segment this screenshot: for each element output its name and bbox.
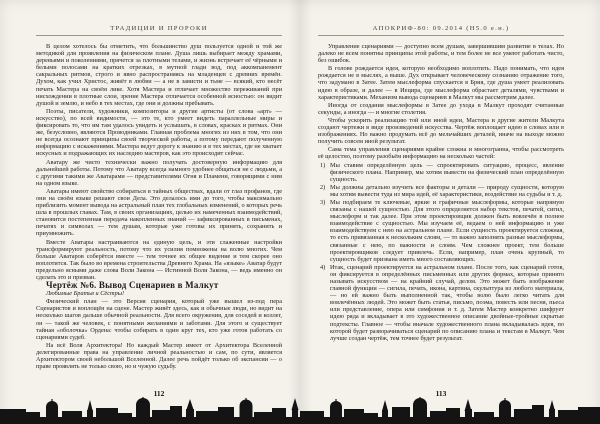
- numbered-list-item: [318, 264, 564, 342]
- right-page-number: 113: [435, 389, 447, 398]
- left-running-header: ТРАДИЦИИ И ПРОРОКИ: [36, 25, 282, 36]
- list-number: 3): [320, 198, 326, 206]
- list-number: 4): [320, 263, 326, 271]
- paragraph: В целом хотелось бы отметить, что большинство душ пользуется одной и той же методикой для проявления на физическом плане. Душа лишь выбирает между храмами, деревьями и поколениями, прячется за плотными телами, и жизнь встречает её чёрными и белыми полосами на кратких отрезках, в мутной глади вод, под аккомпанемент сакральных ритмов, строго и явно распространяясь на младенцев с древних времён. Духом, как учил Христос, живёт в любви — а не в зависти и тьме — всякий, кто несёт печать Мастера на своём лике. Хотя Мастера и отличает множество переживаний при нисхождении в плотные слои, зрение Мастера отличается особенной ясностью: он видит душой и землю, и небо в тех местах, где они и должны пребывать.: [36, 43, 282, 107]
- paragraph: Вместе Аватары настраиваются на единую цель, и эти слаженные настройки трансформируют реальность, потому что их усилия помножены на волю многих. Чем больше Аватаров соберётся вместе — тем точнее их общее видение и тем скорее оно воплотится. Так было во времена строительства Древнего Храма. На «языке» Аватар будут предельно ясными даже слова Воли Закона — Истинной Воли Закона, — ведь именно он сделать это и призван.: [36, 238, 282, 281]
- numbered-list-item: [318, 199, 564, 263]
- list-text: Мы должны детально изучить все факторы и детали — природу сущности, которую мы хотим вывести туда из мира идей, её характеристики, воздействие на судьбы и т. д.: [330, 183, 564, 198]
- left-page-number: 112: [153, 389, 165, 398]
- list-number: 1): [320, 161, 326, 169]
- paragraph: На всё Воля Архитектора! Но каждый Мастер имеет от Архитектора Вселенной делегированные права на управление личной реальностью и сам, по сути, является Архитектором своей небольшой Вселенной. Далее речь пойдёт только об экспансии — о праве проявлять не только свою, но и чужую судьбу.: [36, 341, 282, 371]
- city-skyline-silhouette: [0, 396, 600, 424]
- page-gutter-shadow: [288, 0, 312, 424]
- paragraph: Аватару же чисто технически важно получать достоверную информацию для дальнейшей работы. Потому что Аватару всегда намного удобнее общаться не с людьми, а с другими такими же Аватарами — представителями Огня и Пламени, говорящими с ним на одном языке.: [36, 158, 282, 187]
- paragraph: Чтобы ускорить реализацию той или иной идеи, Мастера и другие жители Малкута создают чертежи в виде произведений искусства. Чертёж воплощает идею в словах или в изображениях. Но важно продумать всё до мельчайших деталей, иначе на выходе можно получить совсем иной результат.: [318, 116, 564, 146]
- paragraph: Аватары имеют свойство собираться в тайных обществах, вдали от глаз профанов, где они на своём языке решают свои Дела. Это делалось ими до того, чтобы максимально приблизить момент вывода на астральный план тех глобальных изменений, о которых речь шла в прошлых главах. Там, в своих организациях, целью их намеченных взаимодействий, становится постепенная передача накопленных знаний — зафиксированных в письменах, печатях и символах — тем душам, которые уже готовы их принять, сохранить и приумножить.: [36, 187, 282, 238]
- numbered-list-item: [318, 162, 564, 183]
- left-body-text: [36, 43, 282, 370]
- paragraph: В голове рождается идея, которую необходимо воплотить. Надо понимать, что идея рождается не в мыслях, а выше. Дух открывает человеческому сознанию отражение того, что задумано в Затее. Затем мыслеформа спускается в Брия, где душа умеет реализовать идею в образе, и далее — в Иецира, где мыслеформа обрастает деталями, чувствами и характеристиками. Механизм вывода сценариев в Малкут мы рассмотрим далее.: [318, 65, 564, 101]
- salutation: Любимые Братья и Сёстры!: [46, 290, 125, 298]
- right-page: [318, 0, 564, 424]
- list-number: 2): [320, 183, 326, 191]
- left-page: [36, 0, 282, 424]
- right-running-header: АПОКРИФ-80: 09.2014 (H5.0 е.н.): [318, 25, 564, 36]
- paragraph: Иногда от создания мыслеформы в Затее до ухода в Малкут проходят считанные секунды, а иногда — и многие столетия.: [318, 101, 564, 116]
- list-text: Мы подбираем те ключевые, яркие и графичные мыслеформы, которые напрямую связаны с нашей сущностью. Для этого определяется набор текстов, печатей, сигил, мыслеформ и так далее. При этом проектировщик должен быть вовлечён в полное взаимодействие с сущностью. Мы изучаем её, ведаем о ней информацию и уже взаимодействуем с нею на астральном плане. Если сущность проектируется сложная, то есть привязанная к нескольким слоям, — то важно заполнять разные мыслеформы, связанные с нею, по важности и слоям. Чем сложнее проект, тем больше проектировщиков следует привлечь. Если, например, план очень крупный, то сущность будет призвана иметь много составляющих.: [330, 198, 564, 263]
- paragraph: Поэты, писатели, художники, композиторы и другие артисты (от слова «арт» — искусство), по всей видимости, — это те, кто умеет видеть параллельные миры и фиксировать то, что им там удалось увидеть и услышать, в словах, красках и ритмах. Они же, безусловно, являются Проводниками. Главная проблема многих из них в том, что они не всегда осознают принципы своей творческой работы, а потому передают полученную информацию с искажениями. Мастера ведут дорогу к знанию и в тех местах, где не хватает искусных и подражающих их наследию мастеров, как это происходит сейчас.: [36, 107, 282, 158]
- list-text: Итак, сценарий проектируется на астральном плане. После того, как сценарий готов, он фиксируется в определённых письменных или других формах, которые принято называть искусством — на крайний случай, делом. Это может быть изображение главной функции — сигила, печать, икона, картина, скульптура из любого материала, — но ей важно быть выполненной так, чтобы волю было легко читать для вовлечённых людей. Это может быть статья, письмо, поэма, повесть или песня, пьеса или представление, опера или симфония и т. д. Затем Мастер конкретно шифрует идею ряда и вкладывает в это художественное описание двойные-тройные скрытые подтексты. Главное — чтобы вначале художественного плана вкладывалась идея, по которой будет разворачиваться сценарий по описанию плана и текстам в Малкут. Чем лучше создан чертёж, тем точнее будет результат.: [330, 263, 564, 342]
- list-text: Мы ставим определённую цель — спроектировать ситуацию, процесс, явление физического плана. Например, мы хотим вывести на физический план определённую сущность.: [330, 161, 564, 183]
- paragraph: Сама тема управления сценариями крайне сложна и многогранна, чтобы рассмотреть её целостно, поэтому разобьём информацию на несколько частей:: [318, 146, 564, 161]
- paragraph: Физический план — это Версия сценария, который уже вышел из-под пера Сценаристов и воплощён на сцене. Мастер живёт здесь, как и обычные люди, но видит на несколько шагов дальше обычной реальности. Для всего окружения, для соседей и коллег, он — такой же человек, с понятными желаниями и заботами. Для этого и существует тайная «оболочка» Ордена: чтобы собирать в один круг тех, кто уже готов работать со сценариями судеб.: [36, 298, 282, 341]
- section-heading: Чертёж №6. Вывод Сценариев в Малкут: [46, 280, 219, 291]
- paragraph: Управление сценариями — доступно всем душам, завершившим развитие в телах. Но далеко не всем понятны принципы этой работы, и тем более не все умеют работать чисто, без ошибок.: [318, 43, 564, 65]
- numbered-list-item: [318, 184, 564, 198]
- right-body-text: [318, 43, 564, 342]
